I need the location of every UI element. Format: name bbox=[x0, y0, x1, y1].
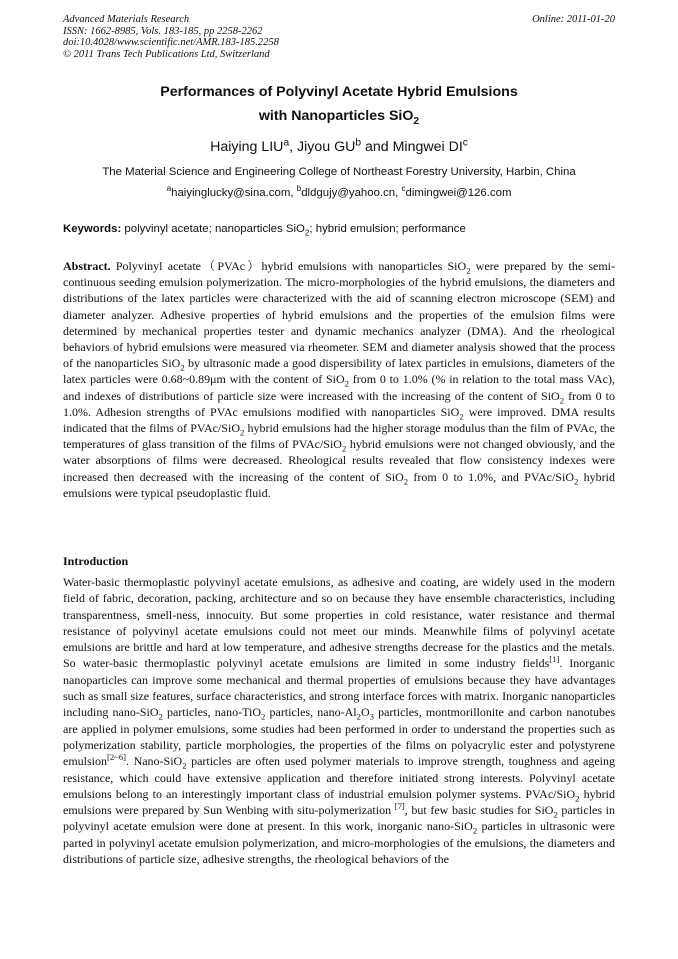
title-line-1: Performances of Polyvinyl Acetate Hybrid Emulsions bbox=[160, 84, 518, 100]
author-2: Jiyou GU bbox=[297, 139, 356, 155]
keywords-label: Keywords: bbox=[63, 223, 122, 235]
abstract-label: Abstract. bbox=[63, 259, 111, 273]
affiliation: The Material Science and Engineering College of Northeast Forestry University, Harbin, China bbox=[102, 166, 576, 178]
author-1: Haiying LIU bbox=[210, 139, 284, 155]
email-2: dldgujy@yahoo.cn, bbox=[301, 187, 402, 199]
paper-title bbox=[63, 80, 615, 128]
copyright-line: © 2011 Trans Tech Publications Ltd, Switzerland bbox=[63, 48, 270, 60]
doi-line: doi:10.4028/www.scientific.net/AMR.183-185.2258 bbox=[63, 37, 279, 48]
author-list: Haiying LIU$^a$, Jiyou $GU^b$ and Mingwei $DI^c$ bbox=[210, 137, 468, 155]
citation-1: [1] bbox=[549, 654, 560, 665]
email-1: haiyinglucky@sina.com, bbox=[171, 187, 297, 199]
journal-header bbox=[63, 14, 615, 60]
online-date: Online: 2011-01-20 bbox=[532, 14, 615, 25]
issn-line: ISSN: 1662-8985, Vols. 183-185, pp 2258-2262 bbox=[63, 25, 263, 37]
keywords: Keywords: polyvinyl acetate; nanoparticles SiO$_2$; hybrid emulsion; performance bbox=[63, 223, 466, 238]
introduction-paragraph: Water-basic thermoplastic polyvinyl acetate emulsions, as adhesive and coating, are widely used in the modern field of fabric, decoration, packing, architecture and so on because they have ensemble characteristics, including transparentness, smell-ness, innocuity. But some properties in cold resistance, water resistance and thermal resistance of polyvinyl acetate emulsions could not meet our minds. Meanwhile films of polyvinyl acetate emulsions are brittle and hard at low temperature, and adhesive strengths decrease for the plastics and the metals. So water-basic thermoplastic polyvinyl acetate emulsions are limited in some industry fields[1]. Inorganic nanoparticles can improve some mechanical and thermal properties of emulsions because they have advantages such as small size features, surface characteristics, and strong interface forces with matrix. Inorganic nanoparticles including nano-SiO$_2$ particles, nano-TiO$_2$ particles, nano-$Al_2O_3$ particles, montmorillonite and carbon nanotubes are applied in polymer emulsions, some studies had been performed in order to understand the properties such as polymerization stability, particle morphologies, the properties of the films on polyacrylic ester and polystyrene emulsion[2~6]. Nano-SiO$_2$ particles are often used polymer materials to improve strength, toughness and ageing resistance, which could have extensive application and therefore initiated strong interests. Polyvinyl acetate emulsions belong to an interestingly important class of industrial emulsion polymer systems. PVAc/SiO$_2$ hybrid emulsions were prepared by Sun Wenbing with situ-polymerization [7], but few basic studies for SiO$_2$ particles in polyvinyl acetate emulsion were done at present. In this work, inorganic nano-SiO$_2$ particles in ultrasonic were parted in polyvinyl acetate emulsion polymerization, and micro-morphologies of the emulsions, the diameters and distributions of particle size, adhesive strengths, the rheological behaviors of the bbox=[63, 575, 615, 867]
email-list: $^a$haiyinglucky@sina.com, $^b$dldgujy@yahoo.cn, $^c$dimingwei@126.com bbox=[166, 184, 512, 199]
journal-name: Advanced Materials Research bbox=[63, 14, 190, 25]
author-3: Mingwei DI bbox=[392, 139, 463, 155]
citation-2-6: [2~6] bbox=[107, 752, 127, 763]
citation-7: [7] bbox=[394, 801, 405, 812]
abstract-paragraph: Abstract. Polyvinyl acetate（PVAc）hybrid emulsions with nanoparticles SiO$_2$ were prepared by the semi-continuous seeding emulsion polymerization. The micro-morphologies of the hybrid emulsions, the diameters and distributions of the latex particles were characterized with the aid of scanning electron microscope (SEM) and diameter analyzer. Adhesive properties of hybrid emulsions and the properties of the emulsion films were determined by mechanical properties tester and dynamic mechanics analyzer (DMA). And the rheological behaviors of hybrid emulsions were measured via rheometer. SEM and diameter analysis showed that the process of the nanoparticles SiO$_2$ by ultrasonic made a good dispersibility of latex particles in emulsions, diameters of the latex particles were 0.68~0.89μm with the content of SiO$_2$ from 0 to 1.0% (% in relation to the total mass VAc), and indexes of distributions of particle size were increased with the increasing of the content of SiO$_2$ from 0 to 1.0%. Adhesion strengths of PVAc emulsions modified with nanoparticles SiO$_2$ were improved. DMA results indicated that the films of PVAc/SiO$_2$ hybrid emulsions had the higher storage modulus than the film of PVAc, the temperatures of glass transition of the films of PVAc/SiO$_2$ hybrid emulsions were not changed obviously, and the water absorptions of films were decreased. Rheological results revealed that flow consistency indexes were increased then decreased with the increasing of the content of SiO$_2$ from 0 to 1.0%, and PVAc/SiO$_2$ hybrid emulsions were typical pseudoplastic fluid. bbox=[63, 259, 616, 500]
title-line-2: with Nanoparticles SiO$_2$ bbox=[258, 108, 420, 127]
email-3: dimingwei@126.com bbox=[405, 187, 512, 199]
introduction-heading: Introduction bbox=[63, 554, 129, 568]
